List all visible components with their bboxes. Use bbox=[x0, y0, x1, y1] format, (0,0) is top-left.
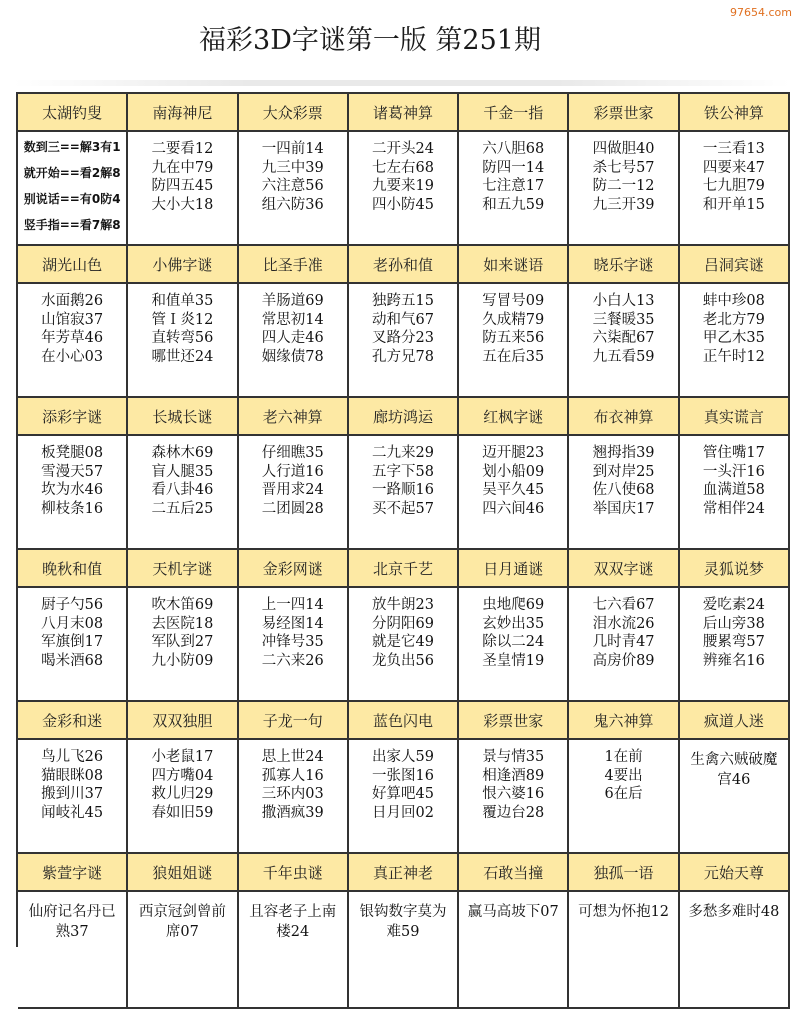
clue-line: 三餐暖35 bbox=[592, 311, 655, 328]
clue-line: 动和气67 bbox=[372, 311, 434, 328]
clue-line: 数到三==解3有1 bbox=[23, 140, 121, 154]
clue-line: 一路顺16 bbox=[372, 482, 434, 498]
clue-line: 别说话==有0防4 bbox=[23, 192, 121, 206]
clue-line: 板凳腿08 bbox=[41, 445, 104, 461]
clue-line: 羊肠道69 bbox=[261, 293, 324, 309]
section-header: 日月通谜 bbox=[459, 550, 569, 588]
section-clues bbox=[18, 436, 128, 550]
section-header: 老六神算 bbox=[239, 398, 349, 436]
section-header: 太湖钓叟 bbox=[18, 94, 128, 132]
section-clues bbox=[569, 284, 679, 398]
clue-line: 鸟儿飞26 bbox=[41, 749, 104, 765]
clue-line: 厨子勺56 bbox=[41, 597, 104, 613]
section-clues bbox=[680, 132, 790, 246]
clue-line: 覆边台28 bbox=[482, 804, 545, 821]
section-header: 廊坊鸿运 bbox=[349, 398, 459, 436]
section-clues bbox=[569, 436, 679, 550]
clue-line: 圣皇情19 bbox=[482, 652, 545, 669]
section-clues bbox=[459, 892, 569, 1009]
clue-line: 可想为怀抱12 bbox=[578, 904, 670, 920]
clue-line: 日月回02 bbox=[372, 804, 434, 821]
clue-line: 猫眼眯08 bbox=[41, 767, 104, 784]
clue-line: 在小心03 bbox=[41, 348, 104, 365]
clue-line: 翘拇指39 bbox=[592, 445, 655, 461]
section-header: 独孤一语 bbox=[569, 854, 679, 892]
clue-line: 泪水流26 bbox=[592, 615, 655, 632]
clue-line: 军旗倒17 bbox=[41, 634, 104, 650]
clue-line: 恨六婆16 bbox=[482, 786, 545, 802]
section-header: 疯道人迷 bbox=[680, 702, 790, 740]
clue-line: 一张图16 bbox=[372, 767, 434, 784]
clue-line: 买不起57 bbox=[372, 500, 434, 517]
clue-line: 大小大18 bbox=[151, 196, 214, 213]
clue-line: 去医院18 bbox=[151, 615, 214, 632]
clue-line: 五字下58 bbox=[372, 463, 434, 480]
clue-line: 闻岐礼45 bbox=[41, 804, 104, 821]
clue-line: 晋用求24 bbox=[261, 482, 324, 498]
clue-line: 西京冠剑曾前席07 bbox=[138, 904, 226, 940]
clue-line: 森林木69 bbox=[151, 445, 214, 461]
clue-line: 虫地爬69 bbox=[482, 597, 545, 613]
clue-line: 竖手指==看7解8 bbox=[23, 218, 121, 232]
section-clues bbox=[128, 588, 238, 702]
clue-line: 九五看59 bbox=[592, 348, 655, 365]
clue-line: 景与情35 bbox=[482, 749, 545, 765]
section-header: 红枫字谜 bbox=[459, 398, 569, 436]
clue-line: 撒酒疯39 bbox=[261, 804, 324, 821]
clue-line: 组六防36 bbox=[261, 196, 324, 213]
clue-line: 春如旧59 bbox=[151, 804, 214, 821]
section-clues bbox=[680, 892, 790, 1009]
clue-line: 防四一14 bbox=[482, 159, 545, 176]
clue-line: 就是它49 bbox=[372, 634, 434, 650]
clue-line: 放牛朗23 bbox=[372, 597, 434, 613]
clue-line: 军队到27 bbox=[151, 634, 214, 650]
clue-line: 仙府记名丹已熟37 bbox=[28, 904, 116, 940]
riddle-table bbox=[16, 92, 790, 947]
clue-line: 久成精79 bbox=[482, 311, 545, 328]
clue-line: 七左右68 bbox=[372, 159, 434, 176]
clue-line: 防五来56 bbox=[482, 330, 545, 346]
clue-line: 写冒号09 bbox=[482, 293, 545, 309]
section-clues bbox=[239, 588, 349, 702]
section-header: 千年虫谜 bbox=[239, 854, 349, 892]
clue-line: 盲人腿35 bbox=[151, 463, 214, 480]
clue-line: 几时青47 bbox=[592, 634, 655, 650]
section-clues bbox=[569, 892, 679, 1009]
section-clues bbox=[239, 132, 349, 246]
section-header: 南海神尼 bbox=[128, 94, 238, 132]
clue-line: 除以二24 bbox=[482, 634, 545, 650]
clue-line: 常相伴24 bbox=[702, 500, 765, 517]
clue-line: 七六看67 bbox=[592, 597, 655, 613]
section-clues bbox=[128, 436, 238, 550]
section-clues bbox=[18, 132, 128, 246]
clue-line: 独跨五15 bbox=[372, 293, 434, 309]
clue-line: 九在中79 bbox=[151, 159, 214, 176]
section-clues bbox=[680, 436, 790, 550]
section-header: 小佛字谜 bbox=[128, 246, 238, 284]
section-clues bbox=[349, 892, 459, 1009]
clue-line: 叉路分23 bbox=[372, 330, 434, 346]
clue-line: 上一四14 bbox=[261, 597, 324, 613]
clue-line: 正午时12 bbox=[702, 348, 765, 365]
clue-line: 腰累弯57 bbox=[702, 634, 765, 650]
clue-line: 七九胆79 bbox=[702, 178, 765, 194]
section-header: 真正神老 bbox=[349, 854, 459, 892]
section-header: 狼姐姐谜 bbox=[128, 854, 238, 892]
clue-line: 二六来26 bbox=[261, 652, 324, 669]
clue-line: 吹木笛69 bbox=[151, 597, 214, 613]
clue-line: 佐八使68 bbox=[592, 482, 655, 498]
clue-line: 四六间46 bbox=[482, 500, 545, 517]
clue-line: 四方嘴04 bbox=[151, 767, 214, 784]
clue-line: 和开单15 bbox=[702, 196, 765, 213]
clue-line: 管Ｉ炎12 bbox=[151, 311, 214, 328]
section-header: 千金一指 bbox=[459, 94, 569, 132]
clue-line: 举国庆17 bbox=[592, 500, 655, 517]
section-clues bbox=[18, 740, 128, 854]
section-clues bbox=[128, 892, 238, 1009]
section-clues bbox=[680, 588, 790, 702]
clue-line: 1在前 bbox=[604, 749, 643, 765]
clue-line: 山馆寂37 bbox=[41, 311, 104, 328]
section-header: 长城长谜 bbox=[128, 398, 238, 436]
clue-line: 辨雍名16 bbox=[702, 652, 765, 669]
section-header: 真实谎言 bbox=[680, 398, 790, 436]
section-header: 子龙一句 bbox=[239, 702, 349, 740]
clue-line: 直转弯56 bbox=[151, 330, 214, 346]
clue-line: 吴平久45 bbox=[482, 482, 545, 498]
section-header: 吕洞宾谜 bbox=[680, 246, 790, 284]
section-clues bbox=[569, 588, 679, 702]
clue-line: 迈开腿23 bbox=[482, 445, 545, 461]
section-clues bbox=[18, 588, 128, 702]
clue-line: 坎为水46 bbox=[41, 482, 104, 498]
clue-line: 且容老子上南楼24 bbox=[249, 904, 337, 940]
clue-line: 防四五45 bbox=[151, 178, 214, 194]
section-header: 元始天尊 bbox=[680, 854, 790, 892]
section-header: 灵狐说梦 bbox=[680, 550, 790, 588]
site-watermark: 97654.com bbox=[730, 6, 792, 19]
section-header: 彩票世家 bbox=[459, 702, 569, 740]
clue-line: 二开头24 bbox=[372, 141, 434, 157]
clue-line: 6在后 bbox=[604, 786, 643, 802]
section-clues bbox=[349, 132, 459, 246]
clue-line: 九三开39 bbox=[592, 196, 655, 213]
clue-line: 二五后25 bbox=[151, 500, 214, 517]
section-clues bbox=[128, 284, 238, 398]
section-clues bbox=[239, 284, 349, 398]
title-divider bbox=[14, 80, 790, 86]
section-header: 晚秋和值 bbox=[18, 550, 128, 588]
section-clues bbox=[569, 132, 679, 246]
section-header: 双双字谜 bbox=[569, 550, 679, 588]
section-clues bbox=[569, 740, 679, 854]
clue-line: 喝米酒68 bbox=[41, 652, 104, 669]
section-header: 晓乐字谜 bbox=[569, 246, 679, 284]
section-header: 添彩字谜 bbox=[18, 398, 128, 436]
clue-line: 九三中39 bbox=[261, 159, 324, 176]
section-clues bbox=[18, 284, 128, 398]
clue-line: 管住嘴17 bbox=[702, 445, 765, 461]
section-header: 紫萱字谜 bbox=[18, 854, 128, 892]
clue-line: 三环内03 bbox=[261, 786, 324, 802]
section-header: 铁公神算 bbox=[680, 94, 790, 132]
clue-line: 六八胆68 bbox=[482, 141, 545, 157]
clue-line: 爱吃素24 bbox=[702, 597, 765, 613]
clue-line: 六注意56 bbox=[261, 178, 324, 194]
section-header: 金彩和迷 bbox=[18, 702, 128, 740]
clue-line: 一四前14 bbox=[261, 141, 324, 157]
section-clues bbox=[459, 436, 569, 550]
clue-line: 姻缘债78 bbox=[261, 348, 324, 365]
section-header: 天机字谜 bbox=[128, 550, 238, 588]
section-header: 金彩网谜 bbox=[239, 550, 349, 588]
clue-line: 孔方兄78 bbox=[372, 348, 434, 365]
clue-line: 好算吧45 bbox=[372, 786, 434, 802]
clue-line: 高房价89 bbox=[592, 652, 655, 669]
section-clues bbox=[680, 284, 790, 398]
section-header: 如来谜语 bbox=[459, 246, 569, 284]
clue-line: 蚌中珍08 bbox=[702, 293, 765, 309]
section-clues bbox=[239, 892, 349, 1009]
clue-line: 年芳草46 bbox=[41, 330, 104, 346]
clue-line: 二九来29 bbox=[372, 445, 434, 461]
section-header: 鬼六神算 bbox=[569, 702, 679, 740]
section-clues bbox=[349, 740, 459, 854]
section-clues bbox=[239, 436, 349, 550]
section-header: 湖光山色 bbox=[18, 246, 128, 284]
clue-line: 水面鹅26 bbox=[41, 293, 104, 309]
section-clues bbox=[459, 284, 569, 398]
clue-line: 四要来47 bbox=[702, 159, 765, 176]
clue-line: 救儿归29 bbox=[151, 786, 214, 802]
clue-line: 赢马高坡下07 bbox=[467, 904, 559, 920]
clue-line: 七注意17 bbox=[482, 178, 545, 194]
clue-line: 六柒配67 bbox=[592, 330, 655, 346]
clue-line: 生禽六贼破魔宫46 bbox=[690, 752, 778, 788]
clue-line: 常思初14 bbox=[261, 311, 324, 328]
clue-line: 杀七号57 bbox=[592, 159, 655, 176]
clue-line: 二要看12 bbox=[151, 141, 214, 157]
clue-line: 九小防09 bbox=[151, 652, 214, 669]
clue-line: 4要出 bbox=[604, 767, 643, 784]
clue-line: 和五九59 bbox=[482, 196, 545, 213]
clue-line: 银钩数字莫为难59 bbox=[359, 904, 447, 940]
clue-line: 易经图14 bbox=[261, 615, 324, 632]
clue-line: 搬到川37 bbox=[41, 786, 104, 802]
clue-line: 血满道58 bbox=[702, 482, 765, 498]
clue-line: 二团圆28 bbox=[261, 500, 324, 517]
clue-line: 四小防45 bbox=[372, 196, 434, 213]
clue-line: 仔细瞧35 bbox=[261, 445, 324, 461]
clue-line: 相逢酒89 bbox=[482, 767, 545, 784]
clue-line: 一头汗16 bbox=[702, 463, 765, 480]
section-clues bbox=[349, 436, 459, 550]
section-header: 布衣神算 bbox=[569, 398, 679, 436]
clue-line: 四人走46 bbox=[261, 330, 324, 346]
section-header: 大众彩票 bbox=[239, 94, 349, 132]
clue-line: 分阴阳69 bbox=[372, 615, 434, 632]
clue-line: 就开始==看2解8 bbox=[23, 166, 121, 180]
clue-line: 哪世还24 bbox=[151, 348, 214, 365]
clue-line: 多愁多难时48 bbox=[688, 904, 780, 920]
section-header: 双双独胆 bbox=[128, 702, 238, 740]
section-clues bbox=[459, 740, 569, 854]
section-clues bbox=[680, 740, 790, 854]
section-clues bbox=[128, 132, 238, 246]
clue-line: 和值单35 bbox=[151, 293, 214, 309]
section-header: 北京千艺 bbox=[349, 550, 459, 588]
section-clues bbox=[349, 588, 459, 702]
clue-line: 人行道16 bbox=[261, 463, 324, 480]
clue-line: 到对岸25 bbox=[592, 463, 655, 480]
section-clues bbox=[239, 740, 349, 854]
clue-line: 甲乙木35 bbox=[702, 330, 765, 346]
clue-line: 出家人59 bbox=[372, 749, 434, 765]
section-header: 彩票世家 bbox=[569, 94, 679, 132]
clue-line: 龙负出56 bbox=[372, 652, 434, 669]
section-clues bbox=[459, 132, 569, 246]
section-header: 老孙和值 bbox=[349, 246, 459, 284]
clue-line: 看八卦46 bbox=[151, 482, 214, 498]
clue-line: 防二一12 bbox=[592, 178, 655, 194]
clue-line: 后山旁38 bbox=[702, 615, 765, 632]
clue-line: 小白人13 bbox=[592, 293, 655, 309]
section-header: 诸葛神算 bbox=[349, 94, 459, 132]
clue-line: 九要来19 bbox=[372, 178, 434, 194]
clue-line: 柳枝条16 bbox=[41, 500, 104, 517]
clue-line: 玄妙出35 bbox=[482, 615, 545, 632]
section-header: 石敢当撞 bbox=[459, 854, 569, 892]
section-clues bbox=[18, 892, 128, 1009]
section-clues bbox=[349, 284, 459, 398]
section-clues bbox=[128, 740, 238, 854]
section-clues bbox=[459, 588, 569, 702]
clue-line: 五在后35 bbox=[482, 348, 545, 365]
clue-line: 老北方79 bbox=[702, 311, 765, 328]
clue-line: 四做胆40 bbox=[592, 141, 655, 157]
clue-line: 小老鼠17 bbox=[151, 749, 214, 765]
clue-line: 一三看13 bbox=[702, 141, 765, 157]
section-header: 蓝色闪电 bbox=[349, 702, 459, 740]
clue-line: 冲锋号35 bbox=[261, 634, 324, 650]
clue-line: 雪漫天57 bbox=[41, 463, 104, 480]
clue-line: 八月末08 bbox=[41, 615, 104, 632]
clue-line: 孤寡人16 bbox=[261, 767, 324, 784]
page-title: 福彩3D字谜第一版 第251期 bbox=[199, 25, 541, 56]
clue-line: 思上世24 bbox=[261, 749, 324, 765]
clue-line: 划小船09 bbox=[482, 463, 545, 480]
section-header: 比圣手准 bbox=[239, 246, 349, 284]
